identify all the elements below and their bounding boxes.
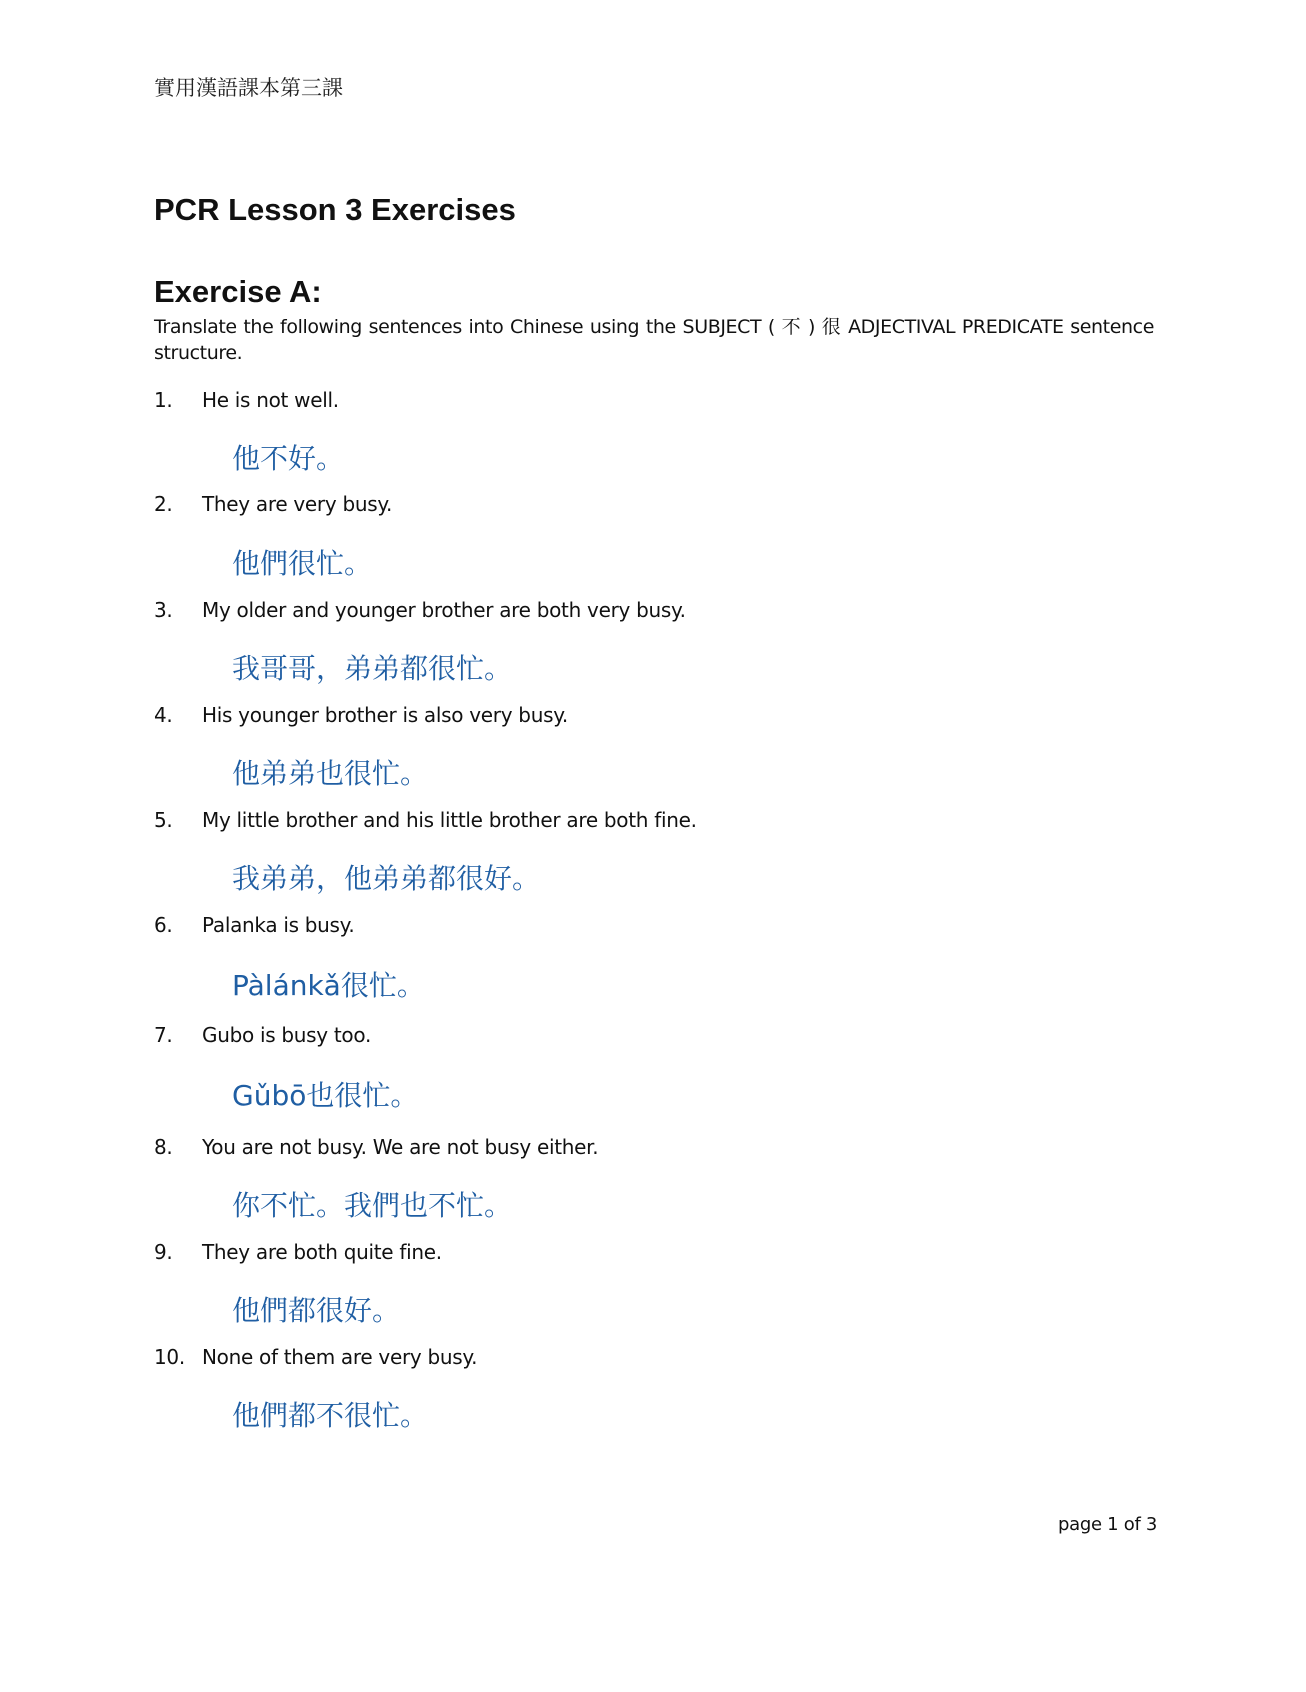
question-6 [154,913,354,937]
question-prompt: You are not busy. We are not busy either. [202,1135,599,1159]
answer-8: 你不忙。我們也不忙。 [232,1189,513,1222]
question-number: 10. [154,1345,185,1369]
question-3 [154,598,686,622]
exercise-instructions: Translate the following sentences into Chinese using the SUBJECT ( 不 ) 很 ADJECTIVAL PREDICATE sentence structure. [154,316,1154,364]
question-prompt: He is not well. [202,388,339,412]
question-prompt: None of them are very busy. [202,1345,478,1369]
answer-4: 他弟弟也很忙。 [232,757,429,790]
question-number: 3. [154,598,173,622]
question-7 [154,1023,371,1047]
question-5 [154,808,697,832]
answer-9: 他們都很好。 [232,1294,401,1327]
question-number: 7. [154,1023,173,1047]
question-number: 9. [154,1240,173,1264]
question-1 [154,388,339,412]
question-prompt: They are both quite fine. [202,1240,442,1264]
question-prompt: His younger brother is also very busy. [202,703,568,727]
question-prompt: My older and younger brother are both very busy. [202,598,686,622]
question-10 [154,1345,477,1369]
answer-2: 他們很忙。 [232,547,373,580]
answer-1: 他不好。 [232,442,345,475]
answer-7: Gǔbō也很忙。 [232,1079,419,1112]
question-8 [154,1135,598,1159]
question-2 [154,492,392,516]
question-number: 2. [154,492,173,516]
question-prompt: Palanka is busy. [202,913,355,937]
question-4 [154,703,568,727]
question-number: 1. [154,388,173,412]
question-prompt: They are very busy. [202,492,393,516]
exercise-heading: Exercise A: [154,274,322,309]
question-number: 6. [154,913,173,937]
page-title: PCR Lesson 3 Exercises [154,192,516,227]
question-prompt: Gubo is busy too. [202,1023,372,1047]
page-number: page 1 of 3 [1058,1514,1158,1535]
question-number: 5. [154,808,173,832]
question-number: 4. [154,703,173,727]
answer-6: Pàlánkǎ很忙。 [232,969,425,1002]
question-prompt: My little brother and his little brother are both fine. [202,808,697,832]
question-9 [154,1240,442,1264]
answer-5: 我弟弟，他弟弟都很好。 [232,862,541,895]
question-number: 8. [154,1135,173,1159]
answer-10: 他們都不很忙。 [232,1399,429,1432]
answer-3: 我哥哥，弟弟都很忙。 [232,652,513,685]
course-header: 實用漢語課本第三課 [154,76,343,100]
